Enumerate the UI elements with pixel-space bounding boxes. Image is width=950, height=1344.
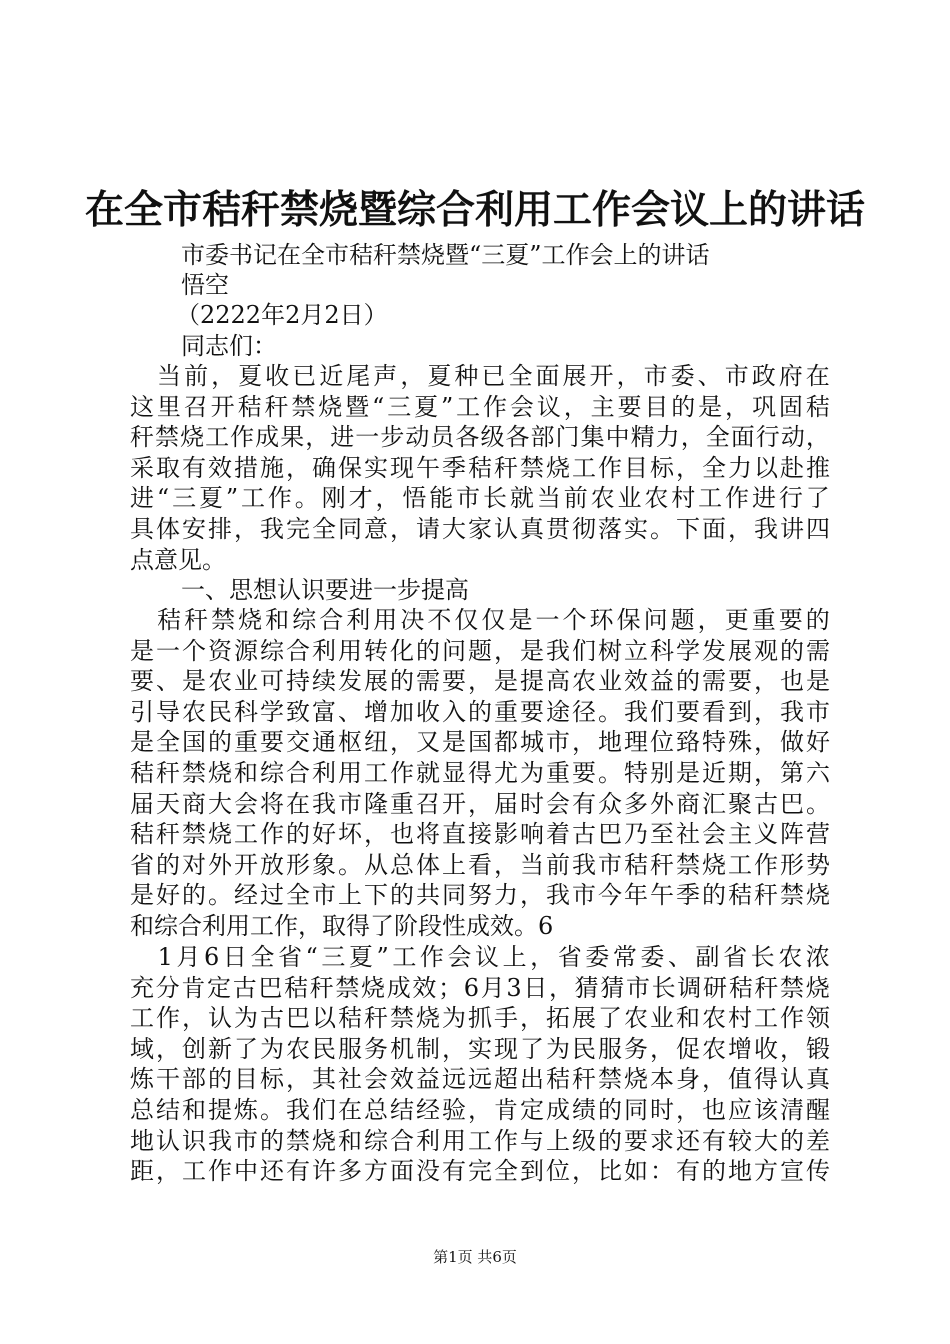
author: 悟空 (181, 271, 229, 299)
text-line: 是 全 国 的 重 要 交 通 枢 纽 ， 又 是 国 都 城 市 ， 地 理 位 臵 特 殊 ， 做 好 (130, 728, 830, 757)
text-line: 当 前 ， 夏 收 已 近 尾 声 ， 夏 种 已 全 面 展 开 ， 市 委 、 市 政 府 在 (157, 362, 830, 390)
text-line: 秆 禁 烧 工 作 成 果 ， 进 一 步 动 员 各 级 各 部 门 集 中 精 力 ， 全 面 行 动 ， (130, 423, 830, 452)
text-line: 地 认 识 我 市 的 禁 烧 和 综 合 利 用 工 作 与 上 级 的 要 求 还 有 较 大 的 差 (130, 1126, 830, 1155)
text-line: 总 结 和 提 炼 。 我 们 在 总 结 经 验 ， 肯 定 成 绩 的 同 时 ， 也 应 该 清 醒 (130, 1095, 830, 1124)
paragraph-3 (130, 942, 830, 1187)
text-line: 省 的 对 外 开 放 形 象 。 从 总 体 上 看 ， 当 前 我 市 秸 秆 禁 烧 工 作 形 势 (130, 850, 830, 879)
date-line: （2222年2月2日） (176, 301, 388, 329)
subtitle: 市委书记在全市秸秆禁烧暨“三夏”工作会上的讲话 (181, 241, 710, 269)
text-line: 充 分 肯 定 古 巴 秸 秆 禁 烧 成 效 ； 6 月 3 日 ， 猜 猜 市 长 调 研 秸 秆 禁 烧 (130, 973, 830, 1002)
text-line: 是 一 个 资 源 综 合 利 用 转 化 的 问 题 ， 是 我 们 树 立 科 学 发 展 观 的 需 (130, 636, 830, 665)
text-line: 进 “ 三 夏 ” 工 作 。 刚 才 ， 悟 能 市 长 就 当 前 农 业 农 村 工 作 进 行 了 (130, 484, 830, 513)
text-line: 秸 秆 禁 烧 工 作 的 好 坏 ， 也 将 直 接 影 响 着 古 巴 乃 至 社 会 主 义 阵 营 (130, 820, 830, 849)
text-line: 这 里 召 开 秸 秆 禁 烧 暨 “ 三 夏 ” 工 作 会 议 ， 主 要 目 的 是 ， 巩 固 秸 (130, 392, 830, 421)
text-line: 采 取 有 效 措 施 ， 确 保 实 现 午 季 秸 秆 禁 烧 工 作 目 标 ， 全 力 以 赴 推 (130, 453, 830, 482)
text-line: 引 导 农 民 科 学 致 富 、 增 加 收 入 的 重 要 途 径 。 我 们 要 看 到 ， 我 市 (130, 697, 830, 726)
text-line: 1 月 6 日 全 省 “ 三 夏 ” 工 作 会 议 上 ， 省 委 常 委 、 副 省 长 农 浓 (157, 943, 830, 971)
salutation: 同志们： (181, 332, 277, 360)
text-line: 届 天 商 大 会 将 在 我 市 隆 重 召 开 ， 届 时 会 有 众 多 外 商 汇 聚 古 巴 。 (130, 789, 830, 818)
paragraph-2 (130, 605, 830, 942)
paragraph-1 (130, 361, 830, 575)
text-line: 具 体 安 排 ， 我 完 全 同 意 ， 请 大 家 认 真 贯 彻 落 实 。 下 面 ， 我 讲 四 (130, 514, 830, 543)
text-line: 是 好 的 。 经 过 全 市 上 下 的 共 同 努 力 ， 我 市 今 年 午 季 的 秸 秆 禁 烧 (130, 881, 830, 910)
document-title: 在全市秸秆禁烧暨综合利用工作会议上的讲话 (84, 187, 865, 233)
text-line: 秸 秆 禁 烧 和 综 合 利 用 工 作 就 显 得 尤 为 重 要 。 特 别 是 近 期 ， 第 六 (130, 758, 830, 787)
text-line: 工 作 ， 认 为 古 巴 以 秸 秆 禁 烧 为 抓 手 ， 拓 展 了 农 业 和 农 村 工 作 领 (130, 1004, 830, 1033)
text-line: 要 、 是 农 业 可 持 续 发 展 的 需 要 ， 是 提 高 农 业 效 益 的 需 要 ， 也 是 (130, 667, 830, 696)
text-line: 点 意 见 。 (130, 545, 226, 574)
text-line: 炼 干 部 的 目 标 ， 其 社 会 效 益 远 远 超 出 秸 秆 禁 烧 本 身 ， 值 得 认 真 (130, 1065, 830, 1094)
text-line: 距 ， 工 作 中 还 有 许 多 方 面 没 有 完 全 到 位 ， 比 如 ： 有 的 地 方 宣 传 (130, 1157, 830, 1186)
text-line: 秸 秆 禁 烧 和 综 合 利 用 决 不 仅 仅 是 一 个 环 保 问 题 ， 更 重 要 的 (157, 606, 830, 634)
page-footer: 第1页 共6页 (433, 1248, 517, 1266)
text-line: 域 ， 创 新 了 为 农 民 服 务 机 制 ， 实 现 了 为 民 服 务 ， 促 农 增 收 ， 锻 (130, 1034, 830, 1063)
section-heading-1: 一、思想认识要进一步提高 (181, 576, 469, 604)
text-line: 和 综 合 利 用 工 作 ， 取 得 了 阶 段 性 成 效 。 6 (130, 911, 554, 940)
